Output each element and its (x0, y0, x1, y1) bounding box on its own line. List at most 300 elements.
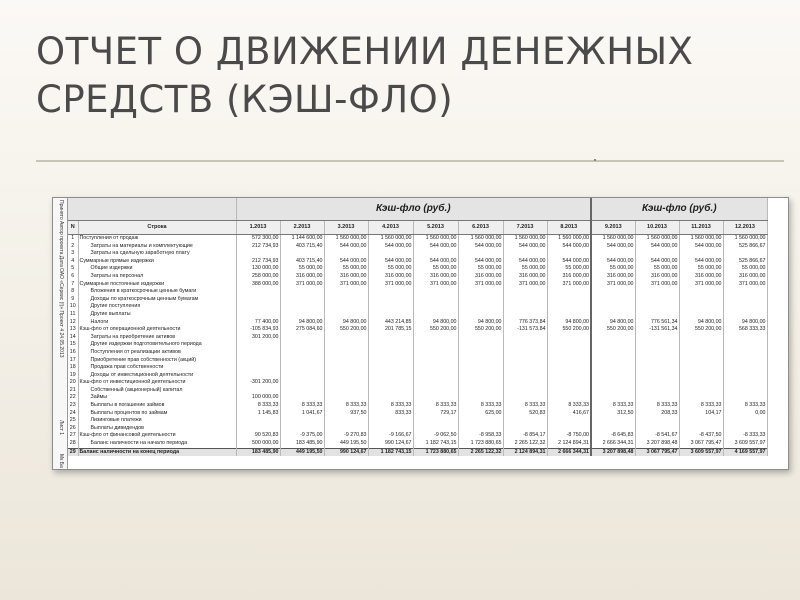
table-row (68, 410, 767, 418)
cashflow-sheet (52, 197, 789, 470)
value-cell (679, 372, 723, 380)
value-cell (413, 334, 458, 342)
value-cell (458, 303, 503, 311)
value-cell: -8 958,33 (458, 432, 503, 440)
value-cell (236, 387, 280, 395)
row-number: 27 (68, 432, 78, 440)
row-number: 13 (68, 326, 78, 334)
value-cell: 8 333,33 (547, 402, 591, 410)
value-cell: 544 000,00 (324, 258, 368, 266)
value-cell (280, 341, 324, 349)
value-cell (324, 372, 368, 380)
value-cell (547, 357, 591, 365)
table-row (68, 349, 767, 357)
column-header: 3.2013 (324, 221, 368, 235)
row-label: Лизинговые платежи (78, 417, 236, 425)
value-cell: 1 560 000,00 (368, 235, 413, 243)
value-cell (324, 349, 368, 357)
value-cell: -8 541,67 (635, 432, 679, 440)
value-cell (458, 379, 503, 387)
value-cell (503, 288, 547, 296)
slide-title: ОТЧЕТ О ДВИЖЕНИИ ДЕНЕЖНЫХ СРЕДСТВ (КЭШ-ФЛО) (36, 30, 694, 121)
value-cell (547, 288, 591, 296)
row-label: Затраты на материалы и комплектующие (78, 243, 236, 251)
value-cell: 90 520,83 (236, 432, 280, 440)
column-header: 11.2013 (679, 221, 723, 235)
value-cell: 3 609 557,97 (723, 440, 767, 448)
value-cell (591, 417, 635, 425)
value-cell (679, 334, 723, 342)
sidebar-text-misc: Мк Ба (58, 454, 64, 468)
column-header: Строка (78, 221, 236, 235)
value-cell (503, 311, 547, 319)
value-cell (413, 387, 458, 395)
value-cell (368, 288, 413, 296)
value-cell: 371 000,00 (368, 281, 413, 289)
value-cell: 544 000,00 (458, 243, 503, 251)
table-row (68, 296, 767, 304)
value-cell: 8 333,33 (324, 402, 368, 410)
value-cell: 1 560 000,00 (723, 235, 767, 243)
sidebar-text-sheet: Лист 1 (58, 420, 64, 436)
row-number: 10 (68, 303, 78, 311)
value-cell (591, 250, 635, 258)
value-cell: 500 000,00 (236, 440, 280, 448)
value-cell (324, 387, 368, 395)
value-cell: 550 200,00 (547, 326, 591, 334)
table-row (68, 250, 767, 258)
value-cell (368, 357, 413, 365)
value-cell (547, 311, 591, 319)
sidebar-text-approval: Принято Автор проекта Дата (58, 200, 64, 267)
row-number: 14 (68, 334, 78, 342)
value-cell (547, 417, 591, 425)
value-cell (547, 379, 591, 387)
table-row (68, 273, 767, 281)
value-cell: 316 000,00 (679, 273, 723, 281)
value-cell (547, 334, 591, 342)
value-cell (723, 387, 767, 395)
value-cell (413, 394, 458, 402)
value-cell: 1 144 600,00 (280, 235, 324, 243)
value-cell (324, 311, 368, 319)
value-cell (635, 364, 679, 372)
value-cell: 55 000,00 (547, 265, 591, 273)
value-cell: 550 200,00 (458, 326, 503, 334)
value-cell (324, 296, 368, 304)
table-row (68, 265, 767, 273)
table-row (68, 364, 767, 372)
value-cell: -9 166,67 (368, 432, 413, 440)
value-cell (503, 387, 547, 395)
value-cell (458, 349, 503, 357)
value-cell (236, 425, 280, 433)
row-label: Поступления от реализации активов (78, 349, 236, 357)
value-cell (679, 349, 723, 357)
row-label: Займы (78, 394, 236, 402)
value-cell (280, 288, 324, 296)
value-cell (236, 303, 280, 311)
row-label: Другие поступления (78, 303, 236, 311)
stray-mark (594, 159, 596, 161)
value-cell: -8 645,83 (591, 432, 635, 440)
value-cell (503, 364, 547, 372)
column-header: 1.2013 (236, 221, 280, 235)
cashflow-table (68, 198, 768, 456)
row-label: Доходы по краткосрочным ценным бумагам (78, 296, 236, 304)
value-cell (236, 296, 280, 304)
row-number: 4 (68, 258, 78, 266)
value-cell (723, 349, 767, 357)
value-cell (503, 349, 547, 357)
value-cell (458, 296, 503, 304)
table-row (68, 258, 767, 266)
value-cell: 55 000,00 (503, 265, 547, 273)
value-cell: 416,67 (547, 410, 591, 418)
value-cell: 550 200,00 (413, 326, 458, 334)
value-cell: -9 375,00 (280, 432, 324, 440)
value-cell: 8 333,33 (503, 402, 547, 410)
row-label: Кэш-фло от операционной деятельности (78, 326, 236, 334)
value-cell (458, 425, 503, 433)
table-row (68, 319, 767, 327)
value-cell: 55 000,00 (324, 265, 368, 273)
value-cell: 776 373,84 (503, 319, 547, 327)
value-cell (413, 341, 458, 349)
value-cell (280, 334, 324, 342)
value-cell: 1 182 743,15 (413, 440, 458, 448)
value-cell (413, 311, 458, 319)
table-row (68, 288, 767, 296)
value-cell (591, 303, 635, 311)
value-cell: 550 200,00 (679, 326, 723, 334)
value-cell: 2 666 344,31 (591, 440, 635, 448)
value-cell (458, 311, 503, 319)
sidebar-text-company: ОАО «Сервис (!)» Проект 4 24.05.2013 (58, 268, 64, 358)
value-cell: 544 000,00 (635, 243, 679, 251)
value-cell (280, 425, 324, 433)
row-number: 29 (68, 448, 78, 456)
value-cell (280, 372, 324, 380)
value-cell (368, 417, 413, 425)
table-row (68, 379, 767, 387)
row-label: Другие выплаты (78, 311, 236, 319)
value-cell: 77 400,00 (236, 319, 280, 327)
value-cell (368, 334, 413, 342)
value-cell (723, 334, 767, 342)
column-header: N (68, 221, 78, 235)
value-cell (679, 425, 723, 433)
value-cell: 525 866,67 (723, 243, 767, 251)
value-cell: 55 000,00 (723, 265, 767, 273)
value-cell (458, 357, 503, 365)
value-cell (368, 364, 413, 372)
row-number: 25 (68, 417, 78, 425)
value-cell: 371 000,00 (413, 281, 458, 289)
value-cell (413, 296, 458, 304)
value-cell (591, 425, 635, 433)
value-cell: 316 000,00 (635, 273, 679, 281)
value-cell: 371 000,00 (591, 281, 635, 289)
value-cell (591, 311, 635, 319)
value-cell (591, 372, 635, 380)
row-label: Приобретение прав собственности (акций) (78, 357, 236, 365)
column-header: 6.2013 (458, 221, 503, 235)
value-cell (413, 364, 458, 372)
value-cell: 371 000,00 (280, 281, 324, 289)
value-cell: 1 560 000,00 (679, 235, 723, 243)
table-row (68, 281, 767, 289)
value-cell (280, 387, 324, 395)
value-cell (324, 303, 368, 311)
row-label: Затраты на сдельную заработную плату (78, 250, 236, 258)
value-cell (503, 372, 547, 380)
table-row (68, 448, 767, 456)
value-cell (591, 387, 635, 395)
value-cell: 3 067 795,47 (679, 440, 723, 448)
value-cell (503, 250, 547, 258)
value-cell: 3 609 557,97 (679, 448, 723, 456)
value-cell (591, 394, 635, 402)
value-cell (547, 303, 591, 311)
value-cell (635, 357, 679, 365)
value-cell: 1 145,83 (236, 410, 280, 418)
value-cell: 8 333,33 (679, 402, 723, 410)
value-cell (679, 387, 723, 395)
value-cell (591, 341, 635, 349)
value-cell (635, 303, 679, 311)
value-cell (679, 341, 723, 349)
value-cell: 1 560 000,00 (591, 235, 635, 243)
value-cell: 8 333,33 (280, 402, 324, 410)
value-cell (368, 250, 413, 258)
value-cell: 316 000,00 (591, 273, 635, 281)
value-cell (324, 425, 368, 433)
value-cell (635, 296, 679, 304)
value-cell: 544 000,00 (413, 243, 458, 251)
value-cell: 212 734,93 (236, 243, 280, 251)
value-cell: -8 854,17 (503, 432, 547, 440)
row-number: 22 (68, 394, 78, 402)
value-cell (413, 379, 458, 387)
value-cell (324, 394, 368, 402)
value-cell: 550 200,00 (591, 326, 635, 334)
value-cell (723, 303, 767, 311)
value-cell (635, 288, 679, 296)
value-cell: -8 437,50 (679, 432, 723, 440)
value-cell (280, 394, 324, 402)
value-cell (458, 372, 503, 380)
table-header-row (68, 221, 767, 235)
value-cell (458, 387, 503, 395)
value-cell (458, 364, 503, 372)
row-number: 5 (68, 265, 78, 273)
value-cell: 316 000,00 (280, 273, 324, 281)
table-row (68, 372, 767, 380)
value-cell: 776 561,34 (635, 319, 679, 327)
value-cell (280, 303, 324, 311)
value-cell (236, 372, 280, 380)
value-cell: -8 750,00 (547, 432, 591, 440)
value-cell (324, 250, 368, 258)
value-cell: 316 000,00 (324, 273, 368, 281)
row-label: Вложения в краткосрочные ценные бумаги (78, 288, 236, 296)
value-cell (368, 303, 413, 311)
row-number: 20 (68, 379, 78, 387)
value-cell: 8 333,33 (591, 402, 635, 410)
value-cell: 55 000,00 (280, 265, 324, 273)
value-cell: 183 485,90 (280, 440, 324, 448)
column-header: 9.2013 (591, 221, 635, 235)
value-cell: 1 560 000,00 (547, 235, 591, 243)
value-cell: 544 000,00 (547, 243, 591, 251)
row-label: Собственный (акционерный) капитал (78, 387, 236, 395)
value-cell (635, 372, 679, 380)
value-cell (503, 357, 547, 365)
value-cell (635, 394, 679, 402)
value-cell: 94 800,00 (591, 319, 635, 327)
row-number: 28 (68, 440, 78, 448)
value-cell (503, 394, 547, 402)
value-cell (679, 250, 723, 258)
row-label: Выплаты дивидендов (78, 425, 236, 433)
value-cell (368, 425, 413, 433)
row-number: 21 (68, 387, 78, 395)
value-cell: 544 000,00 (547, 258, 591, 266)
value-cell (413, 250, 458, 258)
value-cell (723, 250, 767, 258)
value-cell: 544 000,00 (503, 258, 547, 266)
value-cell (280, 296, 324, 304)
value-cell (368, 349, 413, 357)
value-cell: 729,17 (413, 410, 458, 418)
value-cell: 55 000,00 (591, 265, 635, 273)
table-row (68, 357, 767, 365)
value-cell (723, 425, 767, 433)
table-row (68, 394, 767, 402)
value-cell: 2 265 122,32 (458, 448, 503, 456)
value-cell: 8 333,33 (368, 402, 413, 410)
value-cell: 544 000,00 (368, 258, 413, 266)
value-cell: 371 000,00 (547, 281, 591, 289)
value-cell (280, 364, 324, 372)
row-number: 8 (68, 288, 78, 296)
value-cell (236, 349, 280, 357)
value-cell (635, 341, 679, 349)
row-number: 16 (68, 349, 78, 357)
value-cell: 208,33 (635, 410, 679, 418)
value-cell (280, 311, 324, 319)
value-cell (591, 288, 635, 296)
row-label: Баланс наличности на начало периода (78, 440, 236, 448)
column-header: 2.2013 (280, 221, 324, 235)
row-number: 7 (68, 281, 78, 289)
value-cell (280, 379, 324, 387)
value-cell (280, 357, 324, 365)
value-cell: 94 800,00 (547, 319, 591, 327)
row-number: 15 (68, 341, 78, 349)
value-cell (236, 288, 280, 296)
value-cell: 550 200,00 (324, 326, 368, 334)
document-sidebar (53, 198, 68, 469)
value-cell: 94 800,00 (413, 319, 458, 327)
value-cell: 544 000,00 (413, 258, 458, 266)
value-cell: 94 800,00 (458, 319, 503, 327)
value-cell: 2 265 122,32 (503, 440, 547, 448)
value-cell: -301 200,00 (236, 379, 280, 387)
value-cell (236, 364, 280, 372)
value-cell (635, 349, 679, 357)
value-cell (547, 364, 591, 372)
value-cell: 520,83 (503, 410, 547, 418)
value-cell: 8 333,33 (413, 402, 458, 410)
row-label: Выплаты в погашение займов (78, 402, 236, 410)
row-label: Баланс наличности на конец периода (78, 448, 236, 456)
value-cell (679, 303, 723, 311)
value-cell: 625,00 (458, 410, 503, 418)
value-cell: 443 214,85 (368, 319, 413, 327)
value-cell: 258 000,00 (236, 273, 280, 281)
column-header: 5.2013 (413, 221, 458, 235)
value-cell: 544 000,00 (679, 258, 723, 266)
value-cell (591, 357, 635, 365)
value-cell: 544 000,00 (591, 258, 635, 266)
value-cell: -9 062,50 (413, 432, 458, 440)
value-cell (547, 341, 591, 349)
table-row (68, 432, 767, 440)
value-cell (547, 250, 591, 258)
value-cell: 212 734,93 (236, 258, 280, 266)
value-cell: 388 000,00 (236, 281, 280, 289)
value-cell (679, 379, 723, 387)
value-cell: 2 124 894,31 (547, 440, 591, 448)
value-cell (413, 417, 458, 425)
value-cell (413, 303, 458, 311)
value-cell (547, 394, 591, 402)
value-cell (679, 311, 723, 319)
value-cell (236, 417, 280, 425)
value-cell: 1 560 000,00 (503, 235, 547, 243)
value-cell (723, 296, 767, 304)
value-cell: 2 124 894,31 (503, 448, 547, 456)
value-cell (635, 425, 679, 433)
value-cell: 3 067 795,47 (635, 448, 679, 456)
row-number: 18 (68, 364, 78, 372)
row-number: 2 (68, 243, 78, 251)
value-cell: -9 270,83 (324, 432, 368, 440)
value-cell (503, 425, 547, 433)
table-row (68, 425, 767, 433)
value-cell (591, 349, 635, 357)
value-cell (547, 425, 591, 433)
value-cell (280, 250, 324, 258)
value-cell: 525 866,67 (723, 258, 767, 266)
value-cell: 1 560 000,00 (458, 235, 503, 243)
row-number: 3 (68, 250, 78, 258)
row-label: Общие издержки (78, 265, 236, 273)
row-label: Другие издержки подготовительного периода (78, 341, 236, 349)
value-cell: 572 300,00 (236, 235, 280, 243)
table-row (68, 326, 767, 334)
row-label: Затраты на персонал (78, 273, 236, 281)
value-cell: 1 041,67 (280, 410, 324, 418)
row-label: Кэш-фло от финансовой деятельности (78, 432, 236, 440)
value-cell: 316 000,00 (458, 273, 503, 281)
value-cell (723, 372, 767, 380)
row-number: 17 (68, 357, 78, 365)
value-cell (591, 379, 635, 387)
table-row (68, 303, 767, 311)
